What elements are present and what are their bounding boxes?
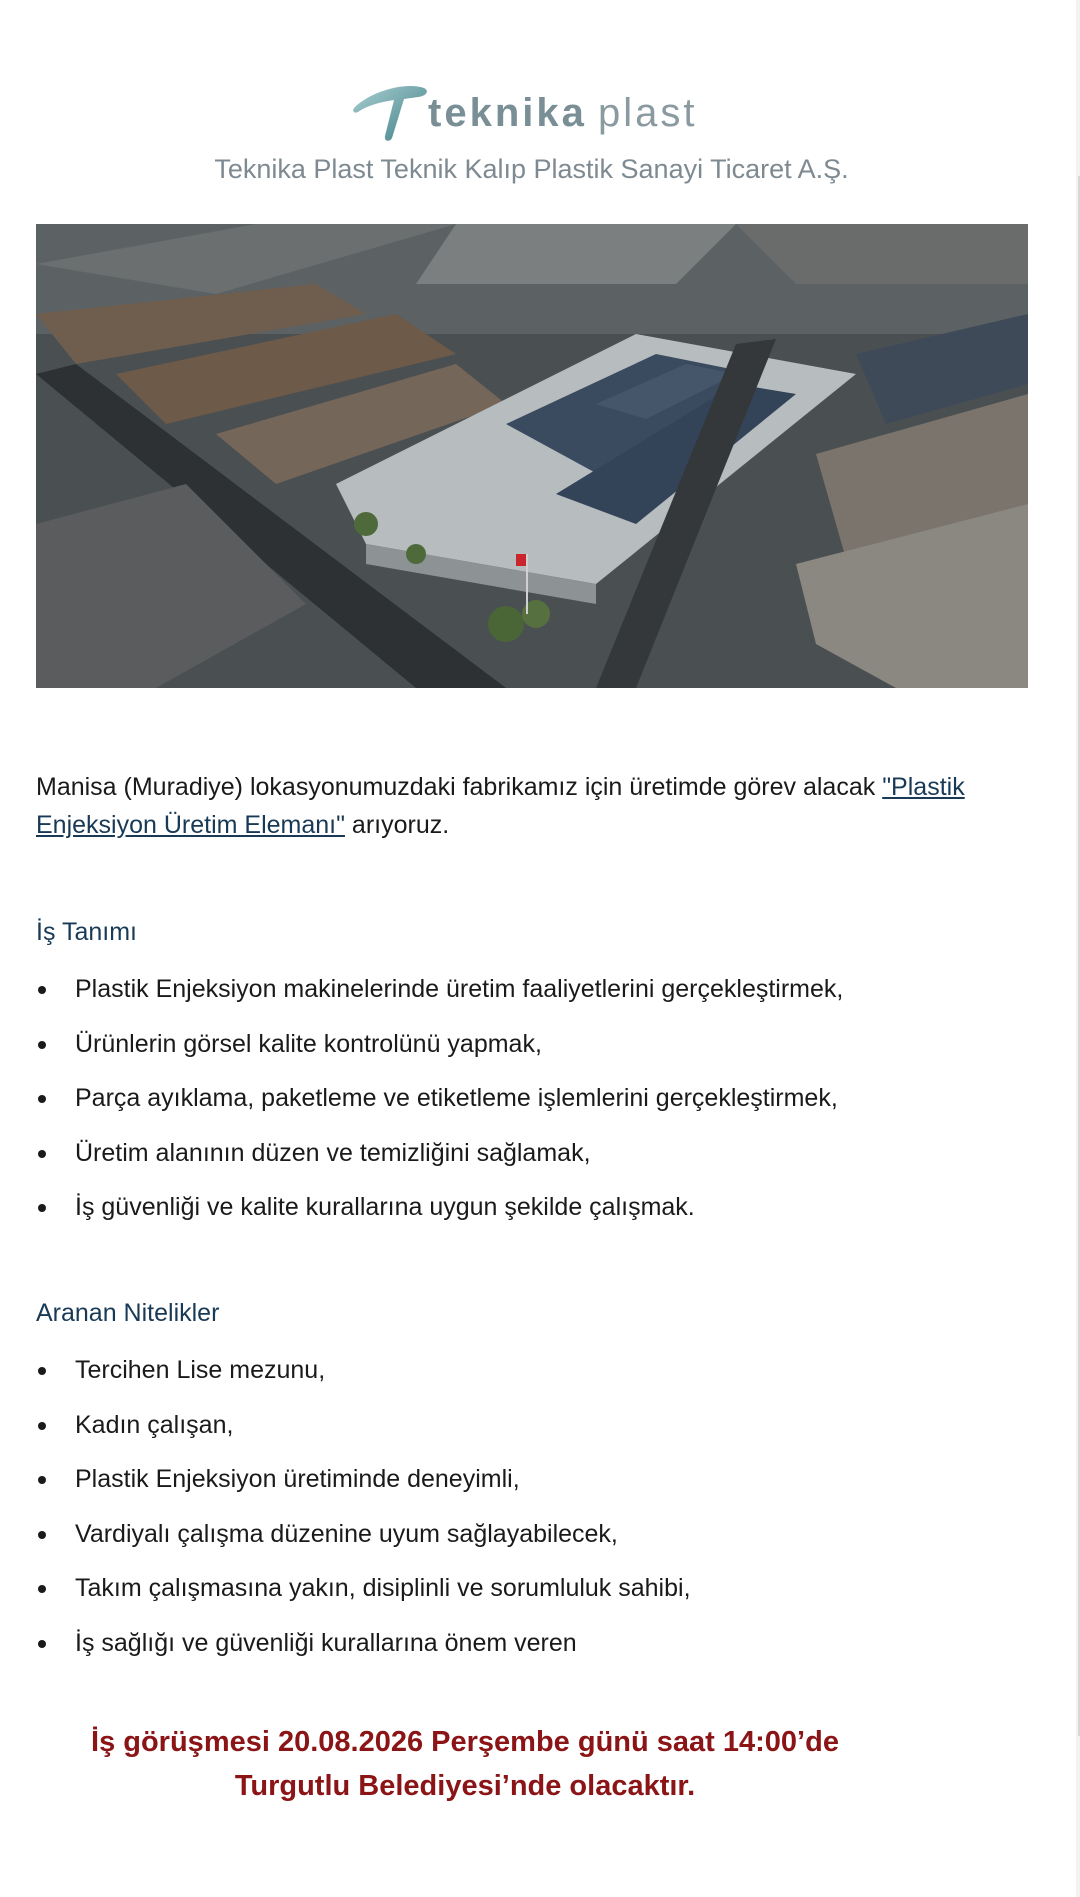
- list-item: Takım çalışmasına yakın, disiplinli ve sorumluluk sahibi,: [36, 1569, 691, 1624]
- list-item: Üretim alanının düzen ve temizliğini sağlamak,: [36, 1134, 843, 1189]
- qualifications-list: [36, 1351, 691, 1678]
- intro-text-after: arıyoruz.: [344, 811, 450, 839]
- list-item: İş sağlığı ve güvenliği kurallarına önem veren: [36, 1624, 691, 1679]
- company-logo: [352, 78, 722, 144]
- list-item: Vardiyalı çalışma düzenine uyum sağlayabilecek,: [36, 1515, 691, 1570]
- list-item: Tercihen Lise mezunu,: [36, 1351, 691, 1406]
- qualifications-title: Aranan Nitelikler: [36, 1299, 220, 1327]
- intro-paragraph: [36, 768, 1026, 844]
- intro-text-before: Manisa (Muradiye) lokasyonumuzdaki fabrikamız için üretimde görev alacak: [36, 773, 883, 801]
- list-item: Parça ayıklama, paketleme ve etiketleme işlemlerini gerçekleştirmek,: [36, 1079, 843, 1134]
- company-full-name: Teknika Plast Teknik Kalıp Plastik Sanayi Ticaret A.Ş.: [214, 154, 849, 184]
- list-item: Plastik Enjeksiyon makinelerinde üretim faaliyetlerini gerçekleştirmek,: [36, 970, 843, 1025]
- list-item: İş güvenliği ve kalite kurallarına uygun şekilde çalışmak.: [36, 1188, 843, 1243]
- logo-text-bold: teknika: [428, 91, 587, 135]
- factory-aerial-photo: [36, 224, 1028, 688]
- position-link[interactable]: "Plastik Enjeksiyon Üretim Elemanı": [36, 773, 965, 839]
- job-description-list: [36, 970, 843, 1243]
- interview-notice: [0, 1720, 930, 1808]
- list-item: Plastik Enjeksiyon üretiminde deneyimli,: [36, 1460, 691, 1515]
- list-item: Ürünlerin görsel kalite kontrolünü yapmak,: [36, 1025, 843, 1080]
- logo-text-light: plast: [598, 91, 698, 135]
- list-item: Kadın çalışan,: [36, 1406, 691, 1461]
- interview-line-2: Turgutlu Belediyesi’nde olacaktır.: [234, 1770, 696, 1802]
- interview-line-1: İş görüşmesi 20.08.2026 Perşembe günü saat 14:00’de: [91, 1726, 839, 1758]
- job-description-title: İş Tanımı: [36, 918, 137, 946]
